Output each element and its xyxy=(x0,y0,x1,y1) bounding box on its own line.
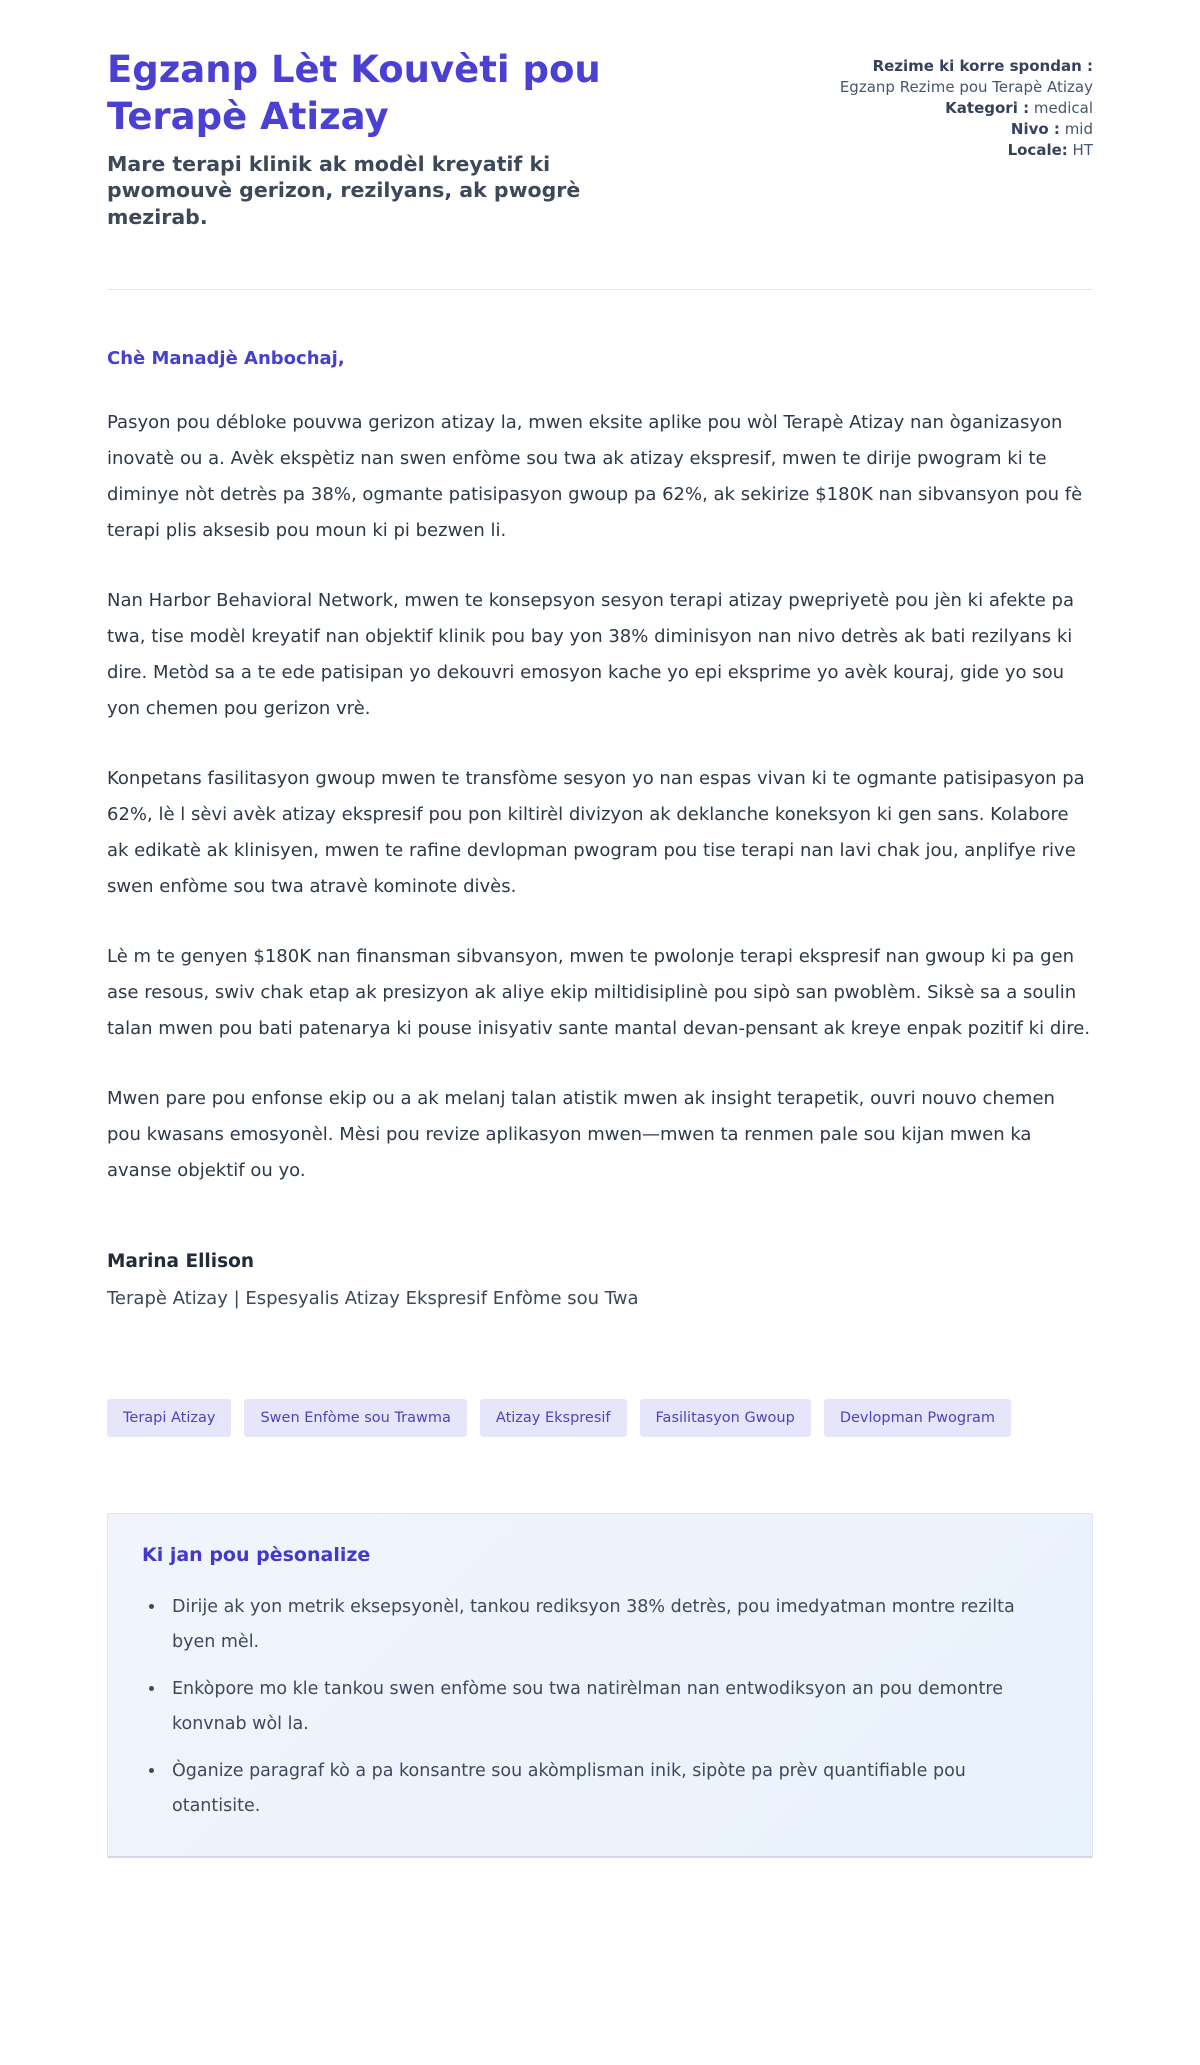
meta-locale-label: Locale: xyxy=(1007,141,1068,159)
tip-item: • Òganize paragraf kò a pa konsantre sou akòmplisman inik, sipòte pa prèv quantifiable pou otantisite. xyxy=(166,1754,1058,1824)
meta-resume-label: Rezime ki korre spondan : xyxy=(872,57,1093,75)
resume-meta xyxy=(831,46,1093,161)
tip-item: • Enkòpore mo kle tankou swen enfòme sou twa natirèlman nan entwodiksyon an pou demontre konvnab wòl la. xyxy=(166,1672,1058,1742)
tag-devlopman-pwogram: Devlopman Pwogram xyxy=(824,1399,1011,1438)
meta-level-label: Nivo : xyxy=(1010,120,1060,138)
tag-terapi-atizay: Terapi Atizay xyxy=(107,1399,231,1438)
meta-level-row xyxy=(831,119,1093,140)
letter-paragraph: Nan Harbor Behavioral Network, mwen te konsepsyon sesyon terapi atizay pwepriyetè pou jèn ki afekte pa twa, tise modèl kreyatif nan objektif klinik pou bay yon 38% diminisyon nan nivo detrès ak bati rezilyans ki dire. Metòd sa a te ede patisipan yo dekouvri emosyon kache yo epi eksprime yo avèk kouraj, gide yo sou yon chemen pou gerizon vrè. xyxy=(107,589,1074,719)
letter-paragraph: Pasyon pou débloke pouvwa gerizon atizay la, mwen eksite aplike pou wòl Terapè Atizay nan òganizasyon inovatè ou a. Avèk ekspètiz nan swen enfòme sou twa ak atizay ekspresif, mwen te dirije pwogram ki te diminye nòt detrès pa 38%, ogmante patisipasyon gwoup pa 62%, ak sekirize $180K nan sibvansyon pou fè terapi plis aksesib pou moun ki pi bezwen li. xyxy=(107,411,1083,541)
page-subtitle: Mare terapi klinik ak modèl kreyatif ki pwomouvè gerizon, rezilyans, ak pwogrè mezirab. xyxy=(107,151,581,229)
letter-paragraph: Konpetans fasilitasyon gwoup mwen te transfòme sesyon yo nan espas vivan ki te ogmante patisipasyon pa 62%, lè l sèvi avèk atizay ekspresif pou pon kiltirèl divizyon ak deklanche koneksyon ki gen sans. Kolabore ak edikatè ak klinisyen, mwen te rafine devlopman pwogram pou tise terapi nan lavi chak jou, anplifye rive swen enfòme sou twa atravè kominote divès. xyxy=(107,767,1085,897)
meta-locale-value: HT xyxy=(1072,141,1093,159)
letter-body xyxy=(107,346,1093,1309)
tips-list xyxy=(142,1590,1058,1824)
page-title: Egzanp Lèt Kouvèti pou Terapè Atizay xyxy=(107,48,601,139)
signature-block xyxy=(107,1251,1093,1309)
tag-list xyxy=(107,1399,1093,1438)
letter-greeting: Chè Manadjè Anbochaj, xyxy=(107,347,345,369)
meta-resume-label-row xyxy=(831,56,1093,77)
meta-level-value: mid xyxy=(1064,120,1093,138)
tag-atizay-ekspresif: Atizay Ekspresif xyxy=(480,1399,627,1438)
meta-category-value: medical xyxy=(1033,99,1093,117)
tip-item: • Dirije ak yon metrik eksepsyonèl, tankou rediksyon 38% detrès, pou imedyatman montre rezilta byen mèl. xyxy=(166,1590,1058,1660)
tag-swen-enfome-sou-trawma: Swen Enfòme sou Trawma xyxy=(244,1399,466,1438)
title-block xyxy=(107,46,612,231)
cover-letter-page xyxy=(107,0,1093,1928)
page-header xyxy=(107,46,1093,231)
letter-paragraph: Lè m te genyen $180K nan finansman sibvansyon, mwen te pwolonje terapi ekspresif nan gwoup ki pa gen ase resous, swiv chak etap ak presizyon ak aliye ekip miltidisiplinè pou sipò san pwoblèm. Siksè sa a soulin talan mwen pou bati patenarya ki pouse inisyativ sante mantal devan-pensant ak kreye enpak pozitif ki dire. xyxy=(107,945,1091,1039)
signature-role: Terapè Atizay | Espesyalis Atizay Ekspresif Enfòme sou Twa xyxy=(107,1287,639,1309)
meta-resume-value: Egzanp Rezime pou Terapè Atizay xyxy=(839,78,1093,96)
meta-locale-row xyxy=(831,140,1093,161)
signature-name: Marina Ellison xyxy=(107,1250,255,1272)
tips-heading: Ki jan pou pèsonalize xyxy=(142,1544,371,1567)
tips-box xyxy=(107,1513,1093,1858)
meta-category-row xyxy=(831,98,1093,119)
header-divider xyxy=(107,289,1093,290)
meta-category-label: Kategori : xyxy=(945,99,1030,117)
tag-fasilitasyon-gwoup: Fasilitasyon Gwoup xyxy=(640,1399,811,1438)
letter-paragraph: Mwen pare pou enfonse ekip ou a ak melanj talan atistik mwen ak insight terapetik, ouvri nouvo chemen pou kwasans emosyonèl. Mèsi pou revize aplikasyon mwen—mwen ta renmen pale sou kijan mwen ka avanse objektif ou yo. xyxy=(107,1087,1055,1181)
